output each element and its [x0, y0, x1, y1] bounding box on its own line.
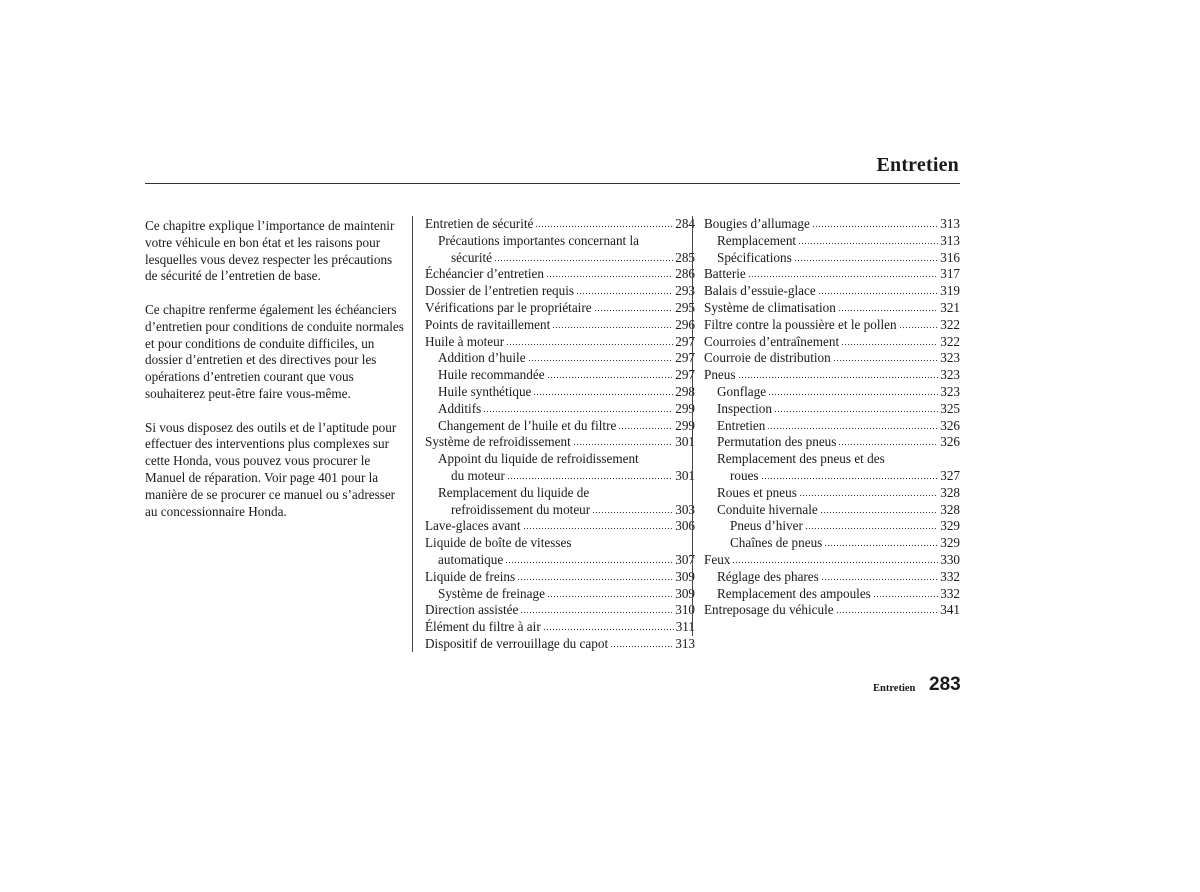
- dot-leader: [799, 487, 938, 497]
- intro-paragraph: Si vous disposez des outils et de l’aptitude pour effectuer des interventions plus complexes sur cette Honda, vous pouvez vous procurer le Manuel de réparation. Voir page 401 pour la manière de se procurer ce manuel ou s’adresser au concessionnaire Honda.: [145, 419, 397, 519]
- toc-entry-page: 293: [675, 283, 695, 299]
- toc-entry-label: Système de refroidissement: [425, 434, 571, 450]
- toc-entry: [425, 518, 695, 535]
- toc-entry: [704, 250, 960, 267]
- dot-leader: [767, 420, 938, 430]
- toc-entry: [704, 468, 960, 485]
- toc-entry: [425, 468, 695, 485]
- dot-leader: [507, 470, 673, 480]
- toc-entry: [425, 250, 695, 267]
- toc-entry-label: Points de ravitaillement: [425, 316, 551, 332]
- toc-entry: [704, 535, 960, 552]
- toc-entry: [425, 636, 695, 653]
- toc-entry: [425, 418, 695, 435]
- toc-entry-page: 316: [940, 249, 960, 265]
- toc-entry-label: Dossier de l’entretien requis: [425, 283, 575, 299]
- toc-entry: [704, 350, 960, 367]
- dot-leader: [838, 302, 938, 312]
- toc-column-right: [692, 216, 960, 636]
- toc-entry-label: Liquide de freins: [425, 568, 516, 584]
- toc-entry-page: 285: [675, 249, 695, 265]
- dot-leader: [798, 235, 938, 245]
- dot-leader: [594, 302, 674, 312]
- dot-leader: [610, 638, 673, 648]
- toc-entry-label: Huile synthétique: [438, 383, 532, 399]
- toc-entry-page: 330: [940, 551, 960, 567]
- toc-entry: [425, 334, 695, 351]
- toc-entry: [704, 518, 960, 535]
- toc-entry: [425, 502, 695, 519]
- toc-entry-page: 297: [675, 367, 695, 383]
- footer-section-label: Entretien: [873, 683, 916, 694]
- toc-entry-page: 317: [940, 266, 960, 282]
- toc-entry-page: 322: [940, 333, 960, 349]
- dot-leader: [547, 588, 673, 598]
- toc-entry-page: 323: [940, 367, 960, 383]
- toc-entry: [704, 300, 960, 317]
- toc-entry-page: 321: [940, 299, 960, 315]
- toc-entry-label: Direction assistée: [425, 602, 519, 618]
- toc-entry-label: Chaînes de pneus: [730, 535, 823, 551]
- dot-leader: [794, 252, 939, 262]
- toc-entry: [704, 216, 960, 233]
- dot-leader: [821, 571, 938, 581]
- toc-entry-page: 327: [940, 467, 960, 483]
- toc-entry: [425, 619, 695, 636]
- dot-leader: [592, 504, 673, 514]
- toc-entry: [425, 300, 695, 317]
- toc-entry: [704, 418, 960, 435]
- toc-entry-label: Entretien de sécurité: [425, 216, 534, 231]
- dot-leader: [546, 268, 673, 278]
- toc-entry-page: 326: [940, 434, 960, 450]
- toc-entry-label: Pneus d’hiver: [730, 518, 803, 534]
- toc-entry-label: refroidissement du moteur: [451, 501, 591, 517]
- dot-leader: [805, 520, 938, 530]
- toc-entry-page: 323: [940, 383, 960, 399]
- toc-entry-label: Filtre contre la poussière et le pollen: [704, 316, 897, 332]
- dot-leader: [824, 537, 938, 547]
- toc-entry: [425, 602, 695, 619]
- dot-leader: [535, 218, 673, 228]
- toc-entry-page: 323: [940, 350, 960, 366]
- toc-entry: [425, 317, 695, 334]
- toc-entry: [704, 552, 960, 569]
- dot-leader: [738, 369, 939, 379]
- dot-leader: [818, 285, 939, 295]
- toc-entry-page: 328: [940, 484, 960, 500]
- toc-column-left: [412, 216, 695, 652]
- toc-entry-page: 296: [675, 316, 695, 332]
- toc-entry-label: Inspection: [717, 400, 772, 416]
- toc-entry-label: Permutation des pneus: [717, 434, 837, 450]
- toc-entry-label: Lave-glaces avant: [425, 518, 521, 534]
- toc-entry-label: sécurité: [451, 249, 493, 265]
- toc-entry-label: Changement de l’huile et du filtre: [438, 417, 617, 433]
- toc-entry-page: 306: [675, 518, 695, 534]
- dot-leader: [547, 369, 674, 379]
- dot-leader: [523, 520, 674, 530]
- toc-entry: [704, 586, 960, 603]
- toc-entry: [425, 434, 695, 451]
- dot-leader: [873, 588, 938, 598]
- dot-leader: [505, 554, 673, 564]
- dot-leader: [899, 319, 939, 329]
- toc-entry: [704, 317, 960, 334]
- toc-entry: [704, 602, 960, 619]
- toc-entry-page: 301: [675, 434, 695, 450]
- toc-entry: [425, 552, 695, 569]
- toc-entry: [704, 233, 960, 250]
- toc-entry-page: 309: [675, 585, 695, 601]
- toc-entry-page: 301: [675, 467, 695, 483]
- toc-entry-label: Conduite hivernale: [717, 501, 818, 517]
- dot-leader: [576, 285, 673, 295]
- dot-leader: [774, 403, 938, 413]
- dot-leader: [618, 420, 673, 430]
- dot-leader: [841, 336, 938, 346]
- toc-entry: [425, 216, 695, 233]
- page-title: Entretien: [876, 154, 959, 176]
- dot-leader: [812, 218, 938, 228]
- toc-entry-page: 332: [940, 568, 960, 584]
- toc-entry: [704, 502, 960, 519]
- toc-entry-page: 284: [675, 216, 695, 231]
- toc-entry-label: Huile à moteur: [425, 333, 505, 349]
- toc-entry: [704, 434, 960, 451]
- toc-entry-label: Addition d’huile: [438, 350, 526, 366]
- toc-entry-label: Balais d’essuie-glace: [704, 283, 816, 299]
- toc-entry-page: 328: [940, 501, 960, 517]
- toc-entry-label: Huile recommandée: [438, 367, 545, 383]
- toc-entry-label: Bougies d’allumage: [704, 216, 810, 231]
- toc-entry-label: Précautions importantes concernant la: [438, 232, 640, 248]
- page-number: 283: [929, 674, 961, 695]
- toc-entry-label: Feux: [704, 551, 731, 567]
- toc-entry-label: Remplacement des ampoules: [717, 585, 871, 601]
- toc-entry-page: 286: [675, 266, 695, 282]
- toc-entry-label: Remplacement des pneus et des: [717, 451, 885, 467]
- dot-leader: [517, 571, 673, 581]
- toc-entry-label: Pneus: [704, 367, 736, 383]
- toc-entry-label: Batterie: [704, 266, 746, 282]
- toc-entry-page: 298: [675, 383, 695, 399]
- intro-text: [145, 218, 405, 537]
- dot-leader: [820, 504, 939, 514]
- toc-entry: [704, 569, 960, 586]
- toc-entry-page: 313: [675, 635, 695, 651]
- toc-entry: [425, 586, 695, 603]
- toc-entry-label: Additifs: [438, 400, 482, 416]
- toc-entry-page: 329: [940, 518, 960, 534]
- toc-entry-page: 313: [940, 216, 960, 231]
- dot-leader: [494, 252, 673, 262]
- toc-entry-label: du moteur: [451, 467, 505, 483]
- toc-entry-label: Courroie de distribution: [704, 350, 831, 366]
- toc-entry-page: 325: [940, 400, 960, 416]
- toc-entry-label: Entreposage du véhicule: [704, 602, 834, 618]
- dot-leader: [732, 554, 938, 564]
- toc-entry-page: 311: [675, 619, 695, 635]
- header-divider: [145, 183, 960, 184]
- toc-entry: [425, 367, 695, 384]
- dot-leader: [528, 352, 674, 362]
- dot-leader: [748, 268, 938, 278]
- dot-leader: [533, 386, 673, 396]
- toc-entry: [425, 350, 695, 367]
- toc-entry: [704, 334, 960, 351]
- toc-entry: [425, 283, 695, 300]
- toc-entry-label: roues: [730, 467, 759, 483]
- toc-entry-label: Vérifications par le propriétaire: [425, 299, 592, 315]
- toc-entry-label: Appoint du liquide de refroidissement: [438, 451, 639, 467]
- toc-entry-page: 299: [675, 417, 695, 433]
- dot-leader: [838, 436, 938, 446]
- dot-leader: [573, 436, 673, 446]
- toc-entry: [704, 266, 960, 283]
- toc-entry: [425, 384, 695, 401]
- toc-entry-label: Système de climatisation: [704, 299, 836, 315]
- toc-entry-label: Roues et pneus: [717, 484, 797, 500]
- toc-entry-page: 310: [675, 602, 695, 618]
- toc-entry: [704, 367, 960, 384]
- toc-entry-page: 341: [940, 602, 960, 618]
- toc-entry-label: Liquide de boîte de vitesses: [425, 535, 572, 551]
- toc-entry-label: Gonflage: [717, 383, 767, 399]
- toc-entry-page: 307: [675, 551, 695, 567]
- toc-entry: [425, 569, 695, 586]
- toc-entry-label: Système de freinage: [438, 585, 545, 601]
- toc-entry-page: 297: [675, 350, 695, 366]
- toc-entry-page: 297: [675, 333, 695, 349]
- toc-entry-label: Réglage des phares: [717, 568, 819, 584]
- intro-paragraph: Ce chapitre explique l’importance de maintenir votre véhicule en bon état et les raisons pour lesquelles vous devez respecter les précautions de sécurité de l’entretien de base.: [145, 218, 395, 284]
- toc-entry-label: Courroies d’entraînement: [704, 333, 840, 349]
- dot-leader: [768, 386, 938, 396]
- dot-leader: [833, 352, 938, 362]
- toc-entry-label: Élément du filtre à air: [425, 619, 541, 635]
- dot-leader: [836, 604, 939, 614]
- toc-entry-label: Entretien: [717, 417, 766, 433]
- toc-entry-page: 326: [940, 417, 960, 433]
- toc-entry: [704, 401, 960, 418]
- toc-entry-page: 299: [675, 400, 695, 416]
- toc-entry: [704, 283, 960, 300]
- toc-entry-label: Échéancier d’entretien: [425, 266, 544, 282]
- dot-leader: [506, 336, 673, 346]
- toc-entry-page: 319: [940, 283, 960, 299]
- dot-leader: [761, 470, 939, 480]
- toc-entry-page: 332: [940, 585, 960, 601]
- toc-entry-label: Dispositif de verrouillage du capot: [425, 635, 609, 651]
- toc-entry-label: Remplacement du liquide de: [438, 484, 590, 500]
- dot-leader: [543, 621, 674, 631]
- toc-entry-label: Spécifications: [717, 249, 792, 265]
- toc-entry-page: 295: [675, 299, 695, 315]
- dot-leader: [483, 403, 673, 413]
- toc-entry-page: 313: [940, 232, 960, 248]
- dot-leader: [552, 319, 673, 329]
- intro-paragraph: Ce chapitre renferme également les échéanciers d’entretien pour conditions de conduite normales et pour conditions de conduite difficiles, un dossier d’entretien et des directives pour les opérations d’entretien courant que vous souhaiterez peut-être faire vous-même.: [145, 301, 404, 401]
- toc-entry-label: Remplacement: [717, 232, 797, 248]
- toc-entry: [425, 401, 695, 418]
- toc-entry-label: automatique: [438, 551, 504, 567]
- toc-entry: [425, 266, 695, 283]
- toc-entry-page: 303: [675, 501, 695, 517]
- toc-entry-page: 329: [940, 535, 960, 551]
- toc-entry-page: 322: [940, 316, 960, 332]
- toc-entry: [704, 485, 960, 502]
- dot-leader: [520, 604, 673, 614]
- toc-entry-page: 309: [675, 568, 695, 584]
- toc-entry: [704, 384, 960, 401]
